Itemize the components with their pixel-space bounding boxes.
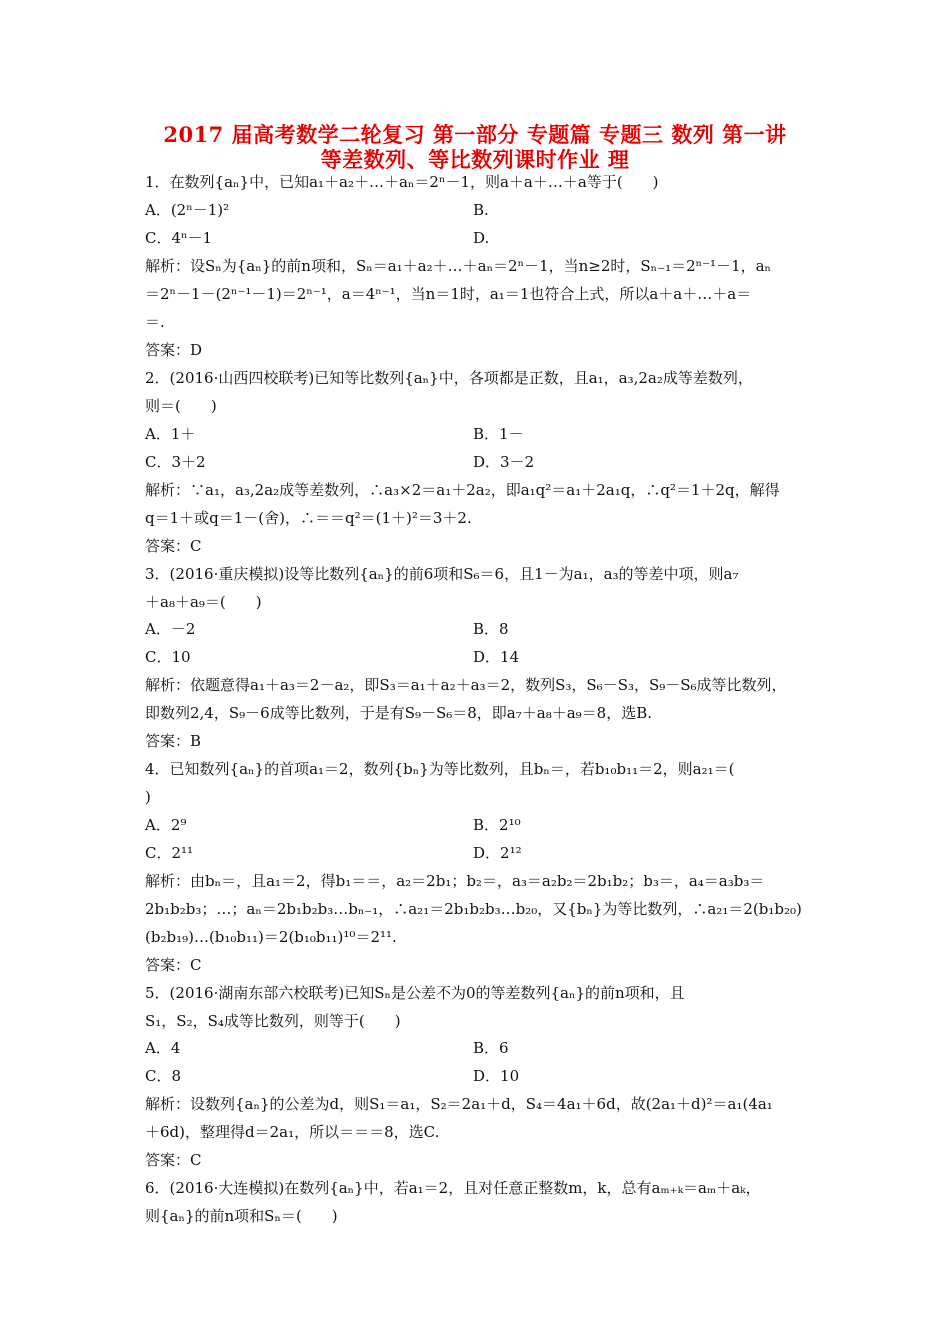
- q3-stem-line-1: 3．(2016·重庆模拟)设等比数列{aₙ}的前6项和S₆＝6，且1－为a₁，a₃的等差中项，则a₇: [145, 565, 739, 583]
- q4-stem-line-1: 4．已知数列{aₙ}的首项a₁＝2，数列{bₙ}为等比数列，且bₙ＝，若b₁₀b₁₁＝2，则a₂₁＝(: [145, 760, 735, 778]
- q4-option-a: A．2⁹: [145, 816, 187, 834]
- q3-solution-line-2: 即数列2,4，S₉－6成等比数列，于是有S₉－S₆＝8，即a₇＋a₈＋a₉＝8，选B.: [145, 704, 653, 722]
- q4-option-b: B．2¹⁰: [473, 816, 521, 834]
- q6-stem-line-1: 6．(2016·大连模拟)在数列{aₙ}中，若a₁＝2，且对任意正整数m，k，总有aₘ₊ₖ＝aₘ＋aₖ，: [145, 1179, 761, 1197]
- q2-answer: 答案：C: [145, 537, 202, 555]
- q1-stem: 1．在数列{aₙ}中，已知a₁＋a₂＋…＋aₙ＝2ⁿ－1，则a＋a＋…＋a等于( ): [145, 173, 659, 191]
- q2-solution-line-2: q＝1＋或q＝1－(舍)，∴＝＝q²＝(1＋)²＝3＋2.: [145, 509, 472, 527]
- q3-option-b: B．8: [473, 620, 509, 638]
- q3-option-a: A．－2: [145, 620, 196, 638]
- q3-solution-line-1: 解析：依题意得a₁＋a₃＝2－a₂，即S₃＝a₁＋a₂＋a₃＝2，数列S₃，S₆－S₃，S₉－S₆成等比数列，: [145, 676, 787, 694]
- q4-solution-line-3: (b₂b₁₉)…(b₁₀b₁₁)＝2(b₁₀b₁₁)¹⁰＝2¹¹.: [145, 928, 397, 946]
- q2-stem-line-2: 则＝( ): [145, 397, 217, 415]
- q2-solution-line-1: 解析：∵a₁，a₃,2a₂成等差数列，∴a₃×2＝a₁＋2a₂，即a₁q²＝a₁＋2a₁q，∴q²＝1＋2q，解得: [145, 481, 780, 499]
- q5-option-d: D．10: [473, 1067, 520, 1085]
- q3-stem-line-2: ＋a₈＋a₉＝( ): [145, 593, 262, 611]
- q5-stem-line-1: 5．(2016·湖南东部六校联考)已知Sₙ是公差不为0的等差数列{aₙ}的前n项和，且: [145, 984, 685, 1002]
- q5-option-a: A．4: [145, 1039, 181, 1057]
- document-title-line-2: 等差数列、等比数列课时作业 理: [320, 147, 630, 172]
- q4-answer: 答案：C: [145, 956, 202, 974]
- q1-option-d: D.: [473, 229, 490, 247]
- q4-option-d: D．2¹²: [473, 844, 522, 862]
- q5-solution-line-1: 解析：设数列{aₙ}的公差为d，则S₁＝a₁，S₂＝2a₁＋d，S₄＝4a₁＋6d，故(2a₁＋d)²＝a₁(4a₁: [145, 1095, 773, 1113]
- q2-stem-line-1: 2．(2016·山西四校联考)已知等比数列{aₙ}中，各项都是正数，且a₁，a₃,2a₂成等差数列，: [145, 369, 753, 387]
- q4-stem-line-2: ): [145, 788, 151, 806]
- document-title-line-1: 2017 届高考数学二轮复习 第一部分 专题篇 专题三 数列 第一讲: [163, 122, 787, 147]
- q5-stem-line-2: S₁，S₂，S₄成等比数列，则等于( ): [145, 1012, 401, 1030]
- q1-option-a: A．(2ⁿ－1)²: [145, 201, 230, 219]
- q1-solution-line-3: ＝.: [145, 313, 165, 331]
- q1-option-c: C．4ⁿ－1: [145, 229, 213, 247]
- q4-solution-line-2: 2b₁b₂b₃；…；aₙ＝2b₁b₂b₃…bₙ₋₁，∴a₂₁＝2b₁b₂b₃…b₂₀，又{bₙ}为等比数列，∴a₂₁＝2(b₁b₂₀): [145, 900, 802, 918]
- q4-solution-line-1: 解析：由bₙ＝，且a₁＝2，得b₁＝＝，a₂＝2b₁；b₂＝，a₃＝a₂b₂＝2b₁b₂；b₃＝，a₄＝a₃b₃＝: [145, 872, 765, 890]
- q5-option-b: B．6: [473, 1039, 509, 1057]
- q1-solution-line-1: 解析：设Sₙ为{aₙ}的前n项和，Sₙ＝a₁＋a₂＋…＋aₙ＝2ⁿ－1，当n≥2时，Sₙ₋₁＝2ⁿ⁻¹－1，aₙ: [145, 257, 772, 275]
- q1-solution-line-2: ＝2ⁿ－1－(2ⁿ⁻¹－1)＝2ⁿ⁻¹，a＝4ⁿ⁻¹，当n＝1时，a₁＝1也符合上式，所以a＋a＋…＋a＝: [145, 285, 752, 303]
- q2-option-a: A．1＋: [145, 425, 196, 443]
- q3-option-d: D．14: [473, 648, 520, 666]
- q3-answer: 答案：B: [145, 732, 202, 750]
- q5-option-c: C．8: [145, 1067, 182, 1085]
- q1-answer: 答案：D: [145, 341, 203, 359]
- q2-option-b: B．1－: [473, 425, 524, 443]
- q2-option-d: D．3－2: [473, 453, 535, 471]
- q2-option-c: C．3＋2: [145, 453, 206, 471]
- q3-option-c: C．10: [145, 648, 191, 666]
- q1-option-b: B.: [473, 201, 489, 219]
- q5-answer: 答案：C: [145, 1151, 202, 1169]
- q6-stem-line-2: 则{aₙ}的前n项和Sₙ＝( ): [145, 1207, 338, 1225]
- q5-solution-line-2: ＋6d)，整理得d＝2a₁，所以＝＝＝8，选C.: [145, 1123, 440, 1141]
- q4-option-c: C．2¹¹: [145, 844, 194, 862]
